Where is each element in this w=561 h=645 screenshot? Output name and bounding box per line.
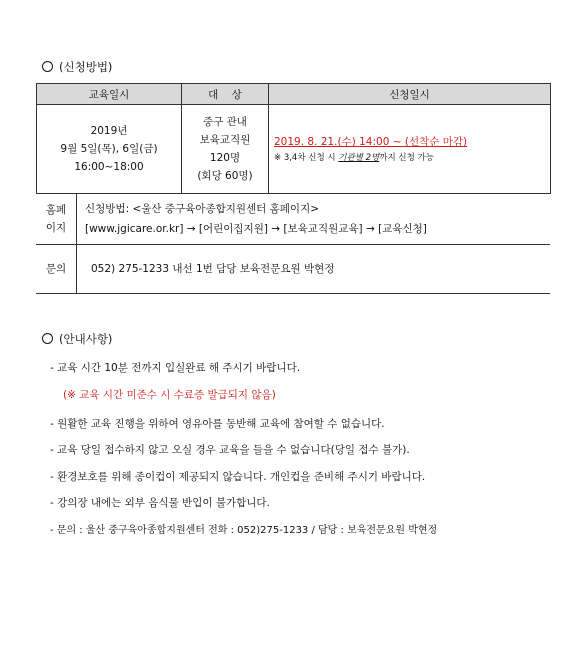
notice-item-2: - 원활한 교육 진행을 위하여 영유아를 동반해 교육에 참여할 수 없습니다. xyxy=(50,418,385,430)
homepage-row xyxy=(36,194,550,245)
info-table xyxy=(36,193,550,294)
header-target: 대 상 xyxy=(182,84,269,105)
apply-note xyxy=(274,151,550,165)
homepage-label xyxy=(36,194,77,245)
circle-bullet-icon xyxy=(42,61,53,72)
contact-row xyxy=(36,245,550,294)
section-title-apply xyxy=(42,59,112,75)
target-line1: 중구 관내 xyxy=(203,116,247,128)
notice-item-4: - 환경보호를 위해 종이컵이 제공되지 않습니다. 개인컵을 준비해 주시기 바랍니다. xyxy=(50,471,426,483)
target-line4: (회당 60명) xyxy=(197,170,253,182)
header-apply-date: 신청일시 xyxy=(269,84,551,105)
homepage-line1: 신청방법: <울산 중구육아종합지원센터 홈페이지> xyxy=(85,203,320,215)
apply-note-underline: 기관별 2명 xyxy=(338,153,380,163)
target-line2: 보육교직원 xyxy=(199,134,251,146)
schedule-header-row xyxy=(37,84,551,105)
contact-value: 052) 275-1233 내선 1번 담당 보육전문요원 박현정 xyxy=(77,245,551,294)
notice-item-warning: (※ 교육 시간 미준수 시 수료증 발급되지 않음) xyxy=(63,389,276,401)
edu-days: 9월 5일(목), 6일(금) xyxy=(60,143,158,155)
edu-date-cell xyxy=(37,105,182,194)
apply-date-cell xyxy=(269,105,551,194)
apply-date-main: 2019. 8. 21.(수) 14:00 ~ (선착순 마감) xyxy=(274,136,468,148)
section-title-text: (안내사항) xyxy=(59,332,113,346)
schedule-row xyxy=(37,105,551,194)
header-edu-date: 교육일시 xyxy=(37,84,182,105)
notice-item-5: - 강의장 내에는 외부 음식물 반입이 불가합니다. xyxy=(50,497,270,509)
notice-item-3: - 교육 당일 접수하지 않고 오실 경우 교육을 들을 수 없습니다(당일 접수 불가). xyxy=(50,444,410,456)
target-cell xyxy=(182,105,269,194)
contact-label: 문의 xyxy=(36,245,77,294)
schedule-table xyxy=(36,83,551,194)
notice-item-contact: - 문의 : 울산 중구육아종합지원센터 전화 : 052)275-1233 / 담당 : 보육전문요원 박현정 xyxy=(50,525,438,536)
circle-bullet-icon xyxy=(42,333,53,344)
apply-note-post: 까지 신청 가능 xyxy=(379,153,434,163)
homepage-label-text: 홈페이지 xyxy=(45,204,67,234)
section-title-notice xyxy=(42,331,112,347)
section-title-text: (신청방법) xyxy=(59,60,113,74)
edu-time: 16:00~18:00 xyxy=(74,161,144,173)
homepage-value xyxy=(77,194,551,245)
edu-year: 2019년 xyxy=(90,125,128,137)
apply-note-pre: ※ 3,4차 신청 시 xyxy=(274,153,339,163)
target-line3: 120명 xyxy=(209,152,241,164)
notice-item-1: - 교육 시간 10분 전까지 입실완료 해 주시기 바랍니다. xyxy=(50,362,301,374)
homepage-line2: [www.jgicare.or.kr] → [어린이집지원] → [보육교직원교육] → [교육신청] xyxy=(85,223,427,235)
